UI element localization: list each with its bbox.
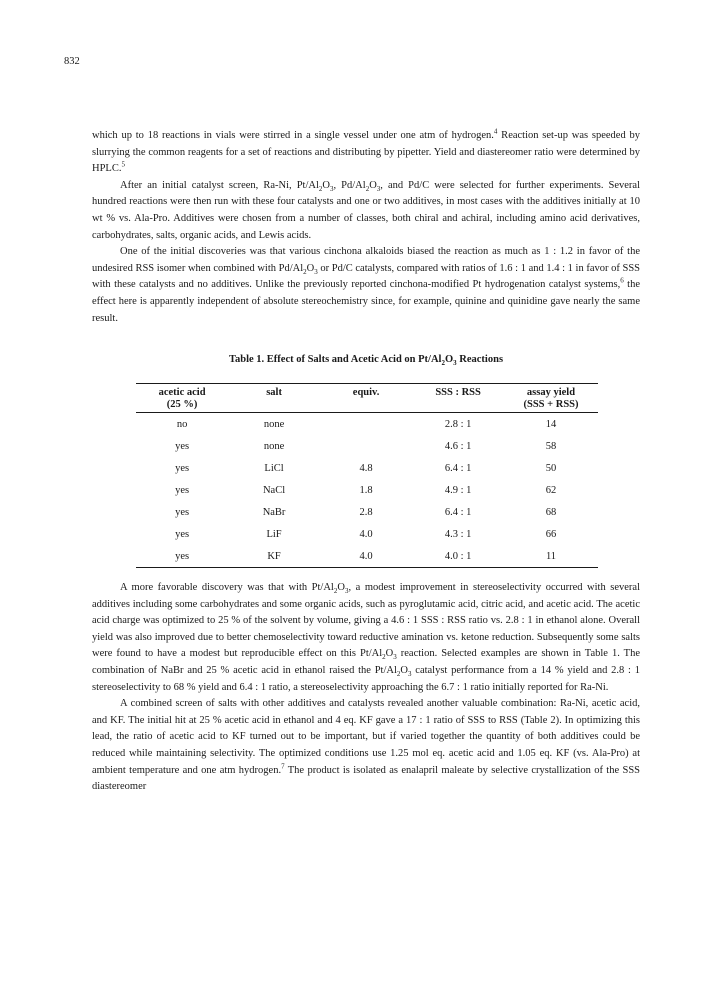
- paragraph: [92, 580, 640, 696]
- cell-equiv: 4.8: [359, 462, 373, 474]
- table-header-row: [136, 384, 598, 413]
- cell-salt: NaCl: [262, 484, 286, 496]
- header-acetic-acid-line2: (25 %): [166, 399, 198, 410]
- text-run: catalyst performance from a 14 % yield and 2.8 : 1 stereoselectivity to 68 % yield and 6.4 : 1 ratio, a stereoselectivity approaching the 6.7 : 1 ratio initially reported for Ra-Ni.: [92, 664, 640, 693]
- header-salt: salt: [228, 384, 320, 413]
- cell-assay-yield: 50: [545, 462, 557, 474]
- cell-salt: none: [263, 418, 285, 430]
- paragraph: [92, 244, 640, 327]
- cell-ratio: 4.6 : 1: [444, 440, 472, 452]
- cell-assay-yield: 68: [545, 506, 557, 518]
- formula-subscript: 3: [314, 267, 318, 276]
- text-run: the effect here is apparently independent of absolute stereochemistry since, for example, quinine and quinidine gave nearly the same result.: [92, 279, 641, 324]
- cell-ratio: 4.9 : 1: [444, 484, 472, 496]
- cell-equiv: 1.8: [359, 484, 373, 496]
- table-row: [136, 479, 598, 501]
- formula-subscript: 2: [333, 587, 338, 596]
- header-assay-yield: [504, 384, 598, 413]
- paragraph: [92, 128, 640, 178]
- cell-ratio: 6.4 : 1: [444, 462, 472, 474]
- reference-superscript: 7: [281, 762, 285, 771]
- cell-equiv: 4.0: [320, 545, 412, 568]
- table-body: [136, 413, 598, 568]
- formula-subscript: 3: [408, 670, 412, 679]
- cell-equiv: 4.0: [359, 528, 373, 540]
- text-run: O: [444, 354, 454, 365]
- text-run: O: [369, 179, 377, 191]
- cell-equiv: 2.8: [359, 506, 373, 518]
- formula-subscript: 2: [396, 670, 401, 679]
- body-text-bottom: [92, 580, 640, 796]
- cell-equiv: [320, 413, 412, 436]
- formula-subscript: 3: [393, 653, 397, 662]
- page-number: 832: [64, 56, 80, 67]
- cell-assay-yield: 66: [545, 528, 557, 540]
- text-run: O: [306, 262, 315, 274]
- cell-assay-yield: 58: [545, 440, 557, 452]
- cell-ratio: 2.8 : 1: [444, 418, 472, 430]
- text-run: Reactions: [456, 354, 504, 365]
- text-run: or Pd/C catalysts, compared with ratios of 1.6 : 1 and 1.4 : 1 in favor of SSS with these catalysts and no additives. Unlike the previously reported cinchona-modified Pt hydrogenation catalyst systems,: [92, 262, 641, 291]
- text-run: O: [322, 179, 330, 191]
- cell-salt: KF: [228, 545, 320, 568]
- text-run: O: [385, 648, 394, 660]
- body-text-top: [92, 128, 640, 327]
- cell-assay-yield: 62: [545, 484, 557, 496]
- formula-subscript: 3: [329, 184, 334, 193]
- table-row: [136, 501, 598, 523]
- formula-subscript: 3: [344, 587, 349, 596]
- reference-superscript: 5: [121, 160, 125, 169]
- formula-subscript: 3: [376, 184, 381, 193]
- cell-acetic-acid: yes: [175, 528, 190, 540]
- text-run: , and Pd/C were selected for further experiments. Several hundred reactions were then run with these four catalysts and one or two additives, in most cases with the additives initially at 10 wt % vs. Ala-Pro. Additives were chosen from a number of classes, both chiral and achiral, including amino acid derivatives, carbohydrates, salts, organic acids, and Lewis acids.: [92, 179, 641, 241]
- text-run: After an initial catalyst screen, Ra-Ni, Pt/Al: [120, 179, 319, 191]
- formula-subscript: 2: [441, 359, 445, 368]
- text-run: , Pd/Al: [333, 179, 366, 191]
- text-run: One of the initial discoveries was that various cinchona alkaloids biased the reaction as much as 1 : 1.2 in favor of the undesired RSS isomer when combined with Pd/Al: [92, 246, 640, 274]
- table-row: [136, 457, 598, 479]
- cell-assay-yield: 14: [545, 418, 557, 430]
- cell-acetic-acid: no: [176, 418, 188, 430]
- cell-assay-yield: 11: [504, 545, 598, 568]
- cell-salt: NaBr: [262, 506, 286, 518]
- table-row: [136, 545, 598, 568]
- formula-subscript: 2: [382, 653, 386, 662]
- table-title: [92, 354, 640, 368]
- header-acetic-acid: [136, 384, 228, 413]
- text-run: A combined screen of salts with other additives and catalysts revealed another valuable combination: Ra-Ni, acetic acid, and KF. The initial hit at 25 % acetic acid in ethanol and 4 eq. KF gave a 17 : 1 ratio of SSS to RSS (Table 2). In optimizing this lead, the ratio of acetic acid to KF turned out to be important, but if varied together the quantity of both additives could be reduced while maintaining selectivity. The optimized conditions use 1.25 mol eq. acetic acid and 1.05 eq. KF (vs. Ala-Pro) at ambient temperature and one atm hydrogen.: [92, 698, 640, 776]
- cell-acetic-acid: yes: [175, 462, 190, 474]
- header-equiv: equiv.: [320, 384, 412, 413]
- formula-subscript: 2: [318, 184, 323, 193]
- header-ratio: SSS : RSS: [412, 384, 504, 413]
- text-run: which up to 18 reactions in vials were stirred in a single vessel under one atm of hydrogen.: [92, 130, 494, 141]
- paragraph: [92, 696, 640, 796]
- text-run: O: [337, 582, 345, 593]
- paragraph: [92, 178, 640, 244]
- text-run: Reaction set-up was speeded by slurrying the common reagents for a set of reactions and distributing by pipetter. Yield and diastereomer ratio were determined by HPLC.: [92, 130, 640, 175]
- cell-acetic-acid: yes: [136, 545, 228, 568]
- cell-acetic-acid: yes: [175, 440, 190, 452]
- text-run: A more favorable discovery was that with Pt/Al: [120, 582, 334, 593]
- table-row: [136, 435, 598, 457]
- cell-salt: LiCl: [264, 462, 284, 474]
- cell-ratio: 6.4 : 1: [444, 506, 472, 518]
- formula-subscript: 2: [365, 184, 370, 193]
- cell-salt: none: [263, 440, 285, 452]
- header-assay-yield-line2: (SSS + RSS): [523, 399, 579, 410]
- text-run: O: [400, 664, 408, 676]
- data-table: [136, 383, 598, 568]
- cell-salt: LiF: [266, 528, 282, 540]
- header-acetic-acid-line1: acetic acid: [158, 387, 206, 398]
- text-run: The product is isolated as enalapril maleate by selective crystallization of the SSS diastereomer: [92, 764, 640, 793]
- formula-subscript: 2: [303, 267, 307, 276]
- cell-acetic-acid: yes: [175, 484, 190, 496]
- cell-equiv: [320, 435, 412, 457]
- cell-ratio: 4.3 : 1: [444, 528, 472, 540]
- cell-ratio: 4.0 : 1: [412, 545, 504, 568]
- reference-superscript: 6: [620, 276, 624, 285]
- header-assay-yield-line1: assay yield: [526, 387, 576, 398]
- text-run: reaction. Selected examples are shown in Table 1. The combination of NaBr and 25 % acetic acid in ethanol raised the Pt/Al: [92, 648, 641, 676]
- text-run: Table 1. Effect of Salts and Acetic Acid on Pt/Al: [228, 354, 442, 365]
- text-run: , a modest improvement in stereoselectivity occurred with several additives including some carbohydrates and some organic acids, such as pyroglutamic acid, citric acid, and acetic acid. The acetic acid charge was optimized to 25 % of the solvent by volume, giving a 4.6 : 1 SSS : RSS ratio vs. 2.8 : 1 in ethanol alone. Overall yield was also improved due to better chemoselectivity toward reductive amination vs. ketone reduction. Subsequently some salts were found to have a modest but reproducible effect on this Pt/Al: [92, 582, 640, 660]
- reference-superscript: 4: [493, 127, 498, 136]
- table-row: [136, 523, 598, 545]
- table-row: [136, 413, 598, 436]
- cell-acetic-acid: yes: [175, 506, 190, 518]
- formula-subscript: 3: [453, 359, 457, 368]
